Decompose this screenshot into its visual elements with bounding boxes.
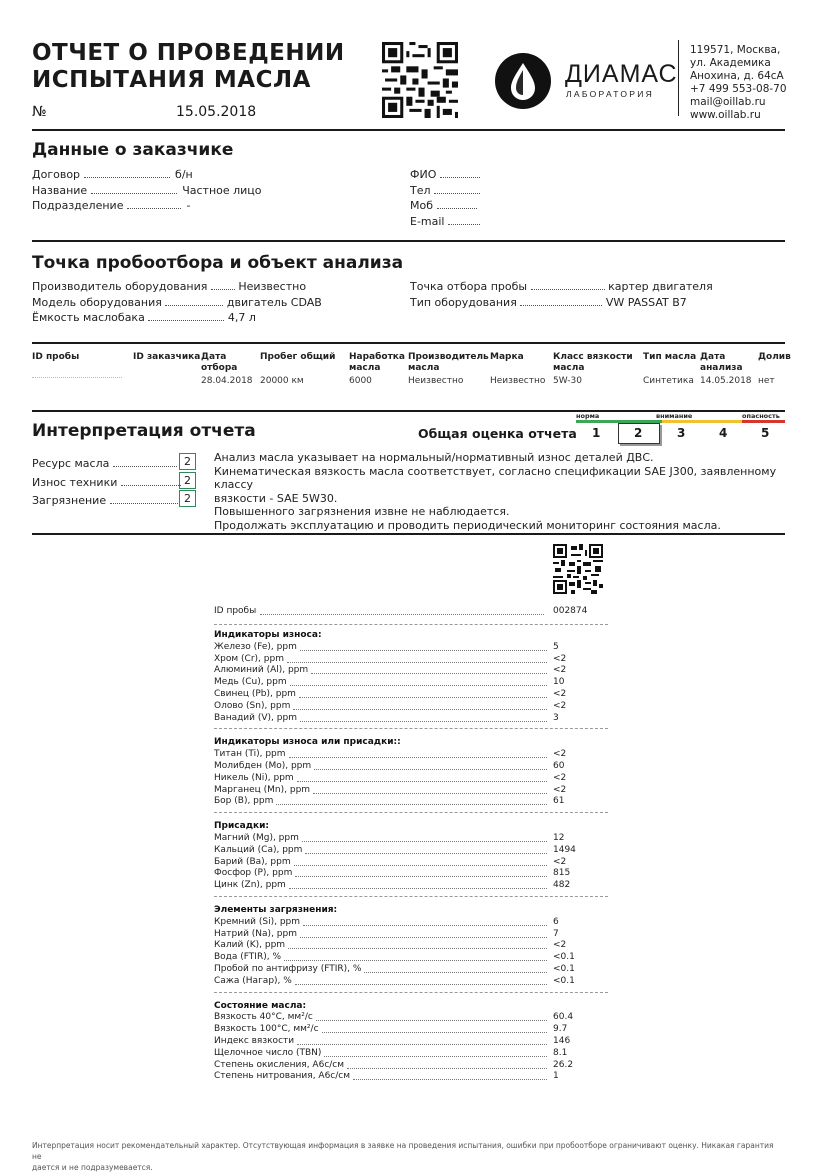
field-label: Название xyxy=(32,183,88,197)
result-value: <0.1 xyxy=(553,975,575,986)
result-label: Никель (Ni), ppm xyxy=(214,772,294,783)
result-value: <2 xyxy=(553,653,567,664)
leader-dots xyxy=(303,925,547,926)
result-row xyxy=(214,845,608,857)
leader-dots xyxy=(322,1032,547,1033)
interpretation-line: Анализ масла указывает на нормальный/нормативный износ деталей ДВС. xyxy=(214,451,654,464)
result-label: Кремний (Si), ppm xyxy=(214,916,301,927)
table-cell: 20000 км xyxy=(260,376,304,386)
result-label: Пробой по антифризу (FTIR), % xyxy=(214,964,362,974)
result-value: 1494 xyxy=(553,844,576,855)
rating-label: Загрязнение xyxy=(32,494,107,507)
result-label: Степень окисления, А6с/см xyxy=(214,1059,345,1070)
result-label: Калий (K), ppm xyxy=(214,940,286,951)
result-value: <2 xyxy=(553,940,567,951)
field-value: картер двигателя xyxy=(608,280,713,293)
ratings-list xyxy=(32,455,181,511)
result-label: Олово (Sn), ppm xyxy=(214,700,291,711)
report-title-line2: ИСПЫТАНИЯ МАСЛА xyxy=(32,67,311,93)
result-row xyxy=(214,749,608,761)
leader-dots xyxy=(287,662,547,663)
leader-dots xyxy=(347,1068,547,1069)
qr-code-icon xyxy=(382,42,458,118)
result-value: <2 xyxy=(553,784,567,795)
result-value: <2 xyxy=(553,689,567,699)
leader-dots xyxy=(311,673,547,674)
table-header: Класс вязкости масла xyxy=(553,352,633,373)
qr-code-icon xyxy=(553,544,603,594)
field-label: E-mail xyxy=(410,214,445,228)
leader-dots xyxy=(289,888,547,889)
result-row xyxy=(214,1048,608,1060)
result-value: <2 xyxy=(553,856,567,867)
result-row xyxy=(214,642,608,654)
section-separator xyxy=(214,728,608,729)
result-label: Бор (B), ppm xyxy=(214,796,274,807)
result-row xyxy=(214,868,608,880)
customer-left xyxy=(32,167,262,214)
rating-label: Ресурс масла xyxy=(32,457,110,470)
leader-dots xyxy=(284,960,547,961)
logo-name: ДИАМАС xyxy=(565,60,678,88)
result-label: Железо (Fe), ppm xyxy=(214,641,297,652)
sample-id-label: ID пробы xyxy=(214,606,257,616)
table-header: Марка xyxy=(490,352,524,362)
interpretation-heading: Интерпретация отчета xyxy=(32,421,256,441)
leader-dots xyxy=(288,948,547,949)
results-section-title: Состояние масла: xyxy=(214,1000,307,1011)
result-label: Алюминий (Al), ppm xyxy=(214,665,309,676)
field-label: ФИО xyxy=(410,168,437,181)
logo-subtitle: ЛАБОРАТОРИЯ xyxy=(566,89,655,99)
table-cell-blurred xyxy=(32,377,122,382)
field-label: Ёмкость маслобака xyxy=(32,311,145,324)
section-separator xyxy=(214,812,608,813)
table-header: ID пробы xyxy=(32,352,80,362)
results-section-title: Элементы загрязнения: xyxy=(214,905,338,915)
interpretation-line: Продолжать эксплуатацию и проводить периодический мониторинг состояния масла. xyxy=(214,518,721,532)
leader-dots xyxy=(295,984,547,985)
result-label: Молибден (Mo), ppm xyxy=(214,761,312,771)
result-value: 9.7 xyxy=(553,1024,568,1035)
leader-dots xyxy=(294,865,547,866)
result-value: 146 xyxy=(553,1036,571,1046)
scale-zone-label: норма xyxy=(576,412,600,420)
result-row xyxy=(214,857,608,869)
field-value: Частное лицо xyxy=(182,183,262,197)
table-header: Производитель масла xyxy=(408,352,489,373)
leader-dots xyxy=(276,804,547,805)
leader-dots xyxy=(314,769,547,770)
leader-dots xyxy=(297,781,547,782)
rating-4: 4 xyxy=(719,426,728,440)
result-label: Натрий (Na), ppm xyxy=(214,928,297,939)
leader-dots xyxy=(299,697,547,698)
result-label: Фосфор (P), ppm xyxy=(214,868,293,879)
result-label: Кальций (Ca), ppm xyxy=(214,844,303,855)
result-value: 12 xyxy=(553,833,565,843)
result-value: 60 xyxy=(553,761,565,771)
contact-email: mail@oillab.ru xyxy=(690,96,766,108)
field-value: б/н xyxy=(175,168,193,181)
scale-zone-yellow xyxy=(662,420,742,423)
scale-zone-label: опасность xyxy=(742,412,780,420)
divider xyxy=(32,342,785,344)
result-value: 3 xyxy=(553,712,559,723)
result-label: Цинк (Zn), ppm xyxy=(214,880,286,891)
leader-dots xyxy=(305,853,547,854)
sampling-left xyxy=(32,279,322,326)
result-label: Вязкость 40°C, мм²/с xyxy=(214,1012,313,1023)
result-row xyxy=(214,952,608,964)
result-value: 1 xyxy=(553,1071,559,1082)
field-label: Договор xyxy=(32,168,81,181)
result-label: Степень нитрования, А6с/см xyxy=(214,1071,351,1082)
result-value: 60.4 xyxy=(553,1012,574,1023)
result-row xyxy=(214,677,608,689)
sampling-heading: Точка пробоотбора и объект анализа xyxy=(32,253,404,273)
number-label: № xyxy=(32,104,47,120)
leader-dots xyxy=(297,1044,547,1045)
result-row xyxy=(214,654,608,666)
leader-dots xyxy=(300,937,547,938)
field-label: Точка отбора пробы xyxy=(410,280,528,293)
result-value: 8.1 xyxy=(553,1047,568,1058)
field-label: Тел xyxy=(410,183,431,197)
divider xyxy=(32,533,785,535)
result-row xyxy=(214,1024,608,1036)
results-section-title: Индикаторы износа или присадки:: xyxy=(214,737,401,748)
result-row xyxy=(214,1060,608,1072)
field-value: 4,7 л xyxy=(227,311,256,324)
leader-dots xyxy=(300,721,547,722)
footer-line: дается и не подразумевается. xyxy=(32,1163,153,1172)
results-section-title: Индикаторы износа: xyxy=(214,630,322,640)
result-label: Вода (FTIR), % xyxy=(214,952,281,963)
leader-dots xyxy=(289,757,547,758)
table-cell: 28.04.2018 xyxy=(201,376,253,386)
section-separator xyxy=(214,624,608,625)
result-row xyxy=(214,976,608,988)
result-value: <2 xyxy=(553,700,567,711)
result-row xyxy=(214,773,608,785)
table-cell: Неизвестно xyxy=(490,376,546,386)
rating-1: 1 xyxy=(592,426,601,440)
interpretation-line: Повышенного загрязнения извне не наблюдается. xyxy=(214,505,510,518)
result-label: Щелочное число (TBN) xyxy=(214,1047,322,1058)
section-separator xyxy=(214,896,608,897)
table-header: Тип масла xyxy=(643,352,697,362)
result-row xyxy=(214,1071,608,1083)
result-value: <0.1 xyxy=(553,952,575,963)
result-value: 482 xyxy=(553,880,571,891)
result-label: Индекс вязкости xyxy=(214,1036,295,1046)
result-label: Вязкость 100°C, мм²/с xyxy=(214,1024,319,1035)
rating-3: 3 xyxy=(677,426,686,440)
table-header: Долив xyxy=(758,352,791,362)
field-value: VW PASSAT B7 xyxy=(605,295,687,309)
rating-label: Износ техники xyxy=(32,475,118,489)
report-title xyxy=(32,40,345,94)
contacts xyxy=(690,44,787,122)
result-label: Титан (Ti), ppm xyxy=(214,749,286,760)
field-label: Производитель оборудования xyxy=(32,280,208,293)
leader-dots xyxy=(293,709,547,710)
contact-line: 119571, Москва, xyxy=(690,44,781,56)
rating-5: 5 xyxy=(761,426,770,440)
leader-dots xyxy=(313,793,547,794)
table-cell: нет xyxy=(758,376,775,386)
result-row xyxy=(214,713,608,725)
result-value: <2 xyxy=(553,665,567,676)
leader-dots xyxy=(302,841,547,842)
scale-zone-red xyxy=(742,420,785,423)
interpretation-line: Кинематическая вязкость масла соответствует, согласно спецификации SAE J300, заявленному классу xyxy=(214,464,777,491)
result-row xyxy=(214,689,608,701)
result-value: 10 xyxy=(553,677,565,688)
interpretation-line: вязкости - SAE 5W30. xyxy=(214,491,338,505)
result-value: 7 xyxy=(553,928,559,939)
result-row xyxy=(214,665,608,677)
result-label: Марганец (Mn), ppm xyxy=(214,784,311,795)
header-divider xyxy=(678,40,679,116)
result-label: Магний (Mg), ppm xyxy=(214,833,299,843)
contact-phone: +7 499 553-08-70 xyxy=(690,83,787,95)
table-header: Наработка масла xyxy=(349,352,405,373)
result-label: Медь (Cu), ppm xyxy=(214,677,287,688)
leader-dots xyxy=(290,685,547,686)
result-row xyxy=(214,940,608,952)
leader-dots xyxy=(295,876,547,877)
field-label: Модель оборудования xyxy=(32,295,162,309)
table-header: Дата анализа xyxy=(700,352,743,373)
contact-line: ул. Академика xyxy=(690,57,771,69)
result-row xyxy=(214,796,608,808)
sampling-right xyxy=(410,279,713,310)
result-row xyxy=(214,964,608,976)
result-label: Свинец (Pb), ppm xyxy=(214,689,296,699)
rating-value-box: 2 xyxy=(179,453,196,470)
result-value: 815 xyxy=(553,868,571,879)
result-label: Барий (Ba), ppm xyxy=(214,856,291,867)
leader-dots xyxy=(324,1056,547,1057)
contact-website: www.oillab.ru xyxy=(690,109,761,121)
leader-dots xyxy=(364,972,547,973)
report-date: 15.05.2018 xyxy=(176,104,257,120)
result-value: <0.1 xyxy=(553,964,575,974)
result-value: 6 xyxy=(553,916,559,927)
table-cell: 14.05.2018 xyxy=(700,376,752,386)
result-value: 26.2 xyxy=(553,1059,574,1070)
result-row xyxy=(214,929,608,941)
table-header: ID заказчика xyxy=(133,352,201,362)
table-cell: Неизвестно xyxy=(408,376,464,386)
field-label: Подразделение xyxy=(32,199,124,212)
rating-value-box: 2 xyxy=(179,472,196,489)
result-row xyxy=(214,785,608,797)
table-cell: 5W-30 xyxy=(553,376,582,386)
sample-id-value: 002874 xyxy=(553,606,588,616)
result-row xyxy=(214,917,608,929)
result-value: 5 xyxy=(553,641,559,652)
divider xyxy=(32,129,785,131)
rating-2: 2 xyxy=(634,426,643,440)
rating-value-box: 2 xyxy=(179,490,196,507)
logo-drop-icon xyxy=(494,52,552,110)
result-value: <2 xyxy=(553,749,567,760)
table-header: Пробег общий xyxy=(260,352,336,362)
result-row xyxy=(214,1012,608,1024)
customer-right xyxy=(410,167,480,229)
result-label: Ванадий (V), ppm xyxy=(214,712,297,723)
footer-line: Интерпретация носит рекомендательный характер. Отсутствующая информация в заявке на проведения испытания, ошибки при пробоотборе ограничивают оценку. Никакая гарантия не xyxy=(32,1141,774,1161)
result-label: Хром (Cr), ppm xyxy=(214,653,284,664)
table-cell: Синтетика xyxy=(643,376,694,386)
field-value: - xyxy=(186,199,191,212)
result-row xyxy=(214,701,608,713)
result-row xyxy=(214,1036,608,1048)
result-value: 61 xyxy=(553,796,565,807)
leader-dots xyxy=(260,614,544,615)
result-label: Сажа (Нагар), % xyxy=(214,975,292,986)
divider xyxy=(32,240,785,242)
contact-line: Анохина, д. 64сА xyxy=(690,70,784,82)
field-label: Моб xyxy=(410,199,434,212)
footer-disclaimer xyxy=(32,1140,782,1173)
table-header: Дата отбора xyxy=(201,352,238,373)
leader-dots xyxy=(316,1020,547,1021)
interpretation-text xyxy=(214,451,818,532)
result-value: <2 xyxy=(553,772,567,783)
customer-heading: Данные о заказчике xyxy=(32,140,234,160)
field-value: Неизвестно xyxy=(238,280,307,293)
result-row xyxy=(214,761,608,773)
field-value: двигатель CDAB xyxy=(226,295,322,309)
results-section-title: Присадки: xyxy=(214,821,269,832)
overall-rating-label: Общая оценка отчета xyxy=(418,426,577,441)
leader-dots xyxy=(353,1079,547,1080)
report-title-line1: ОТЧЕТ О ПРОВЕДЕНИИ xyxy=(32,40,345,66)
result-row xyxy=(214,880,608,892)
scale-zone-label: внимание xyxy=(656,412,693,420)
table-cell: 6000 xyxy=(349,376,372,386)
field-label: Тип оборудования xyxy=(410,295,517,309)
result-row xyxy=(214,833,608,845)
section-separator xyxy=(214,992,608,993)
leader-dots xyxy=(300,650,547,651)
